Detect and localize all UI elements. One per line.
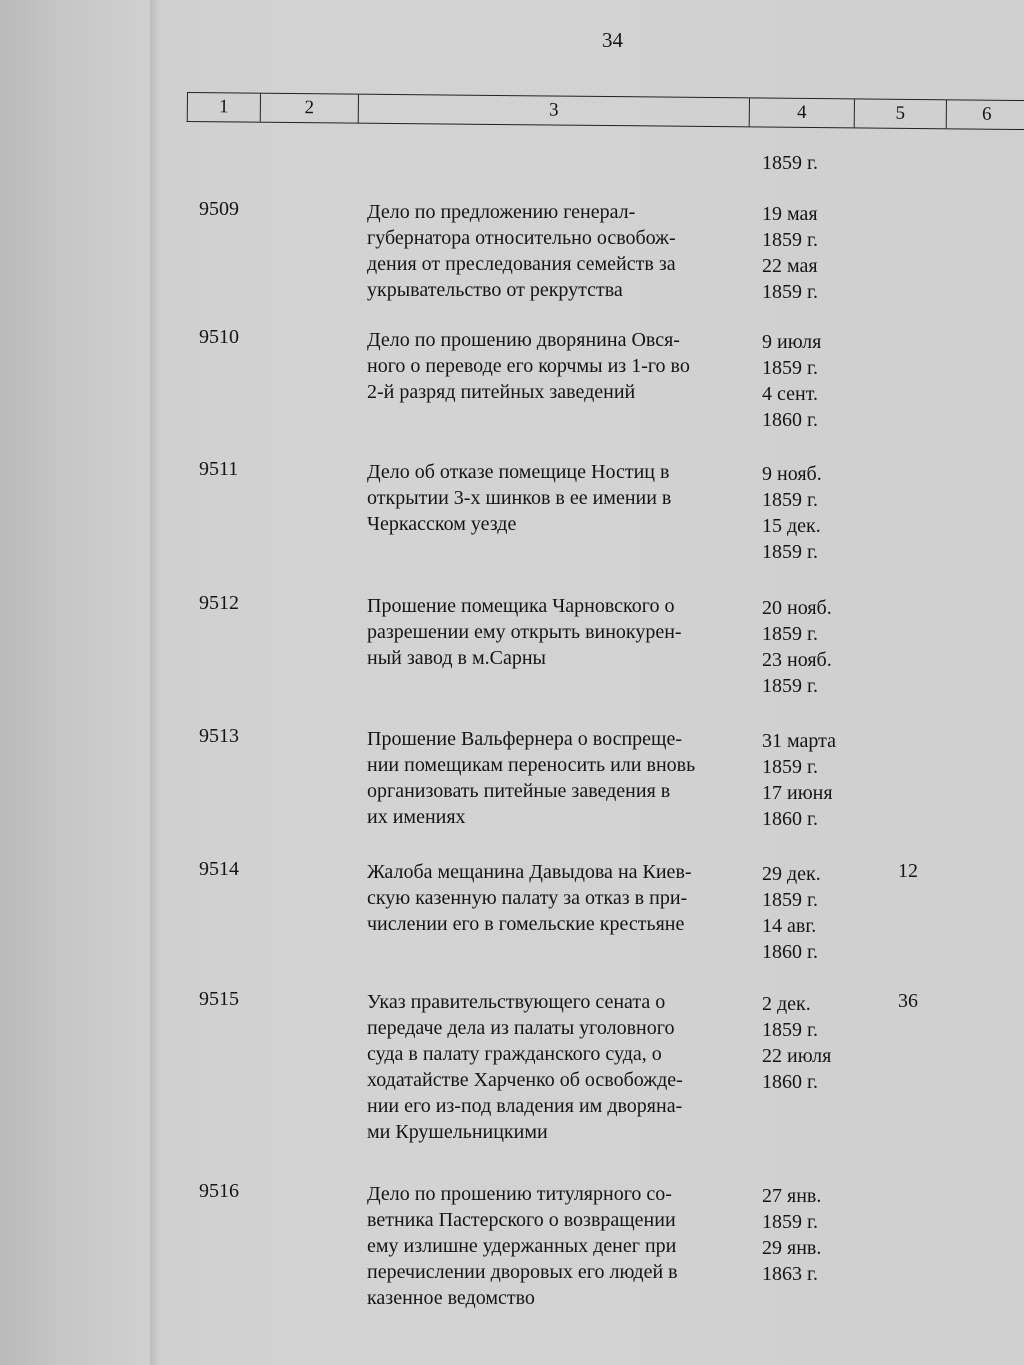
entry-dates — [762, 861, 862, 965]
date-line: 1860 г. — [762, 409, 818, 431]
date-line: 29 янв. — [762, 1237, 822, 1259]
date-line: 1859 г. — [762, 623, 818, 645]
date-line: 1859 г. — [762, 541, 818, 563]
date-line: 1859 г. — [762, 229, 818, 251]
entry-sheet-count: 36 — [898, 990, 918, 1012]
description-line: скую казенную палату за отказ в при- — [367, 887, 688, 909]
entry-description — [367, 199, 752, 303]
description-line: Прошение помещика Чарновского о — [367, 595, 675, 617]
table-header — [187, 92, 1024, 130]
date-line: 17 июня — [762, 782, 833, 804]
description-line: ный завод в м.Сарны — [367, 647, 546, 669]
description-line: дения от преследования семейств за — [367, 253, 676, 275]
description-line: перечислении дворовых его людей в — [367, 1261, 678, 1283]
date-line: 14 авг. — [762, 915, 817, 937]
date-line: 22 мая — [762, 255, 818, 277]
description-line: ветника Пастерского о возвращении — [367, 1209, 676, 1231]
entry-dates — [762, 201, 862, 305]
entry-number: 9513 — [199, 725, 239, 747]
description-line: нии его из-под владения им дворяна- — [367, 1095, 683, 1117]
entry-description — [367, 327, 752, 405]
description-line: Дело об отказе помещице Ностиц в — [367, 461, 670, 483]
header-col-6: 6 — [981, 103, 992, 125]
description-line: нии помещикам переносить или вновь — [367, 754, 696, 776]
date-line: 4 сент. — [762, 383, 818, 405]
date-line: 20 нояб. — [762, 597, 832, 619]
description-line: ходатайстве Харченко об освобожде- — [367, 1069, 683, 1091]
description-line: Дело по предложению генерал- — [367, 201, 636, 223]
entry-description — [367, 459, 752, 537]
header-col-5: 5 — [855, 99, 947, 128]
entry-description — [367, 859, 752, 937]
date-line: 9 июля — [762, 331, 822, 353]
entry-number: 9510 — [199, 326, 239, 348]
header-col-3: 3 — [359, 95, 750, 127]
entry-dates — [762, 461, 862, 565]
entry-dates — [762, 728, 862, 832]
description-line: организовать питейные заведения в — [367, 780, 671, 802]
header-col-2: 2 — [261, 94, 359, 123]
date-line: 1860 г. — [762, 808, 818, 830]
date-line: 1859 г. — [762, 489, 818, 511]
description-line: суда в палату гражданского суда, о — [367, 1043, 662, 1065]
date-line: 27 янв. — [762, 1185, 822, 1207]
page-gutter-shadow — [150, 0, 160, 1365]
description-line: Дело по прошению титулярного со- — [367, 1183, 672, 1205]
date-line: 2 дек. — [762, 993, 811, 1015]
entry-dates — [762, 329, 862, 433]
description-line: Указ правительствующего сената о — [367, 991, 666, 1013]
date-line: 29 дек. — [762, 863, 821, 885]
description-line: ему излишне удержанных денег при — [367, 1235, 677, 1257]
entry-description — [367, 593, 752, 671]
date-line: 1859 г. — [762, 281, 818, 303]
date-line: 1859 г. — [762, 889, 818, 911]
date-line: 23 нояб. — [762, 649, 832, 671]
description-line: 2-й разряд питейных заведений — [367, 381, 636, 403]
date-line: 19 мая — [762, 203, 818, 225]
description-line: Черкасском уезде — [367, 513, 517, 535]
description-line: укрывательство от рекрутства — [367, 279, 623, 301]
header-col-4: 4 — [750, 98, 855, 127]
entry-number: 9516 — [199, 1180, 239, 1202]
date-line: 1863 г. — [762, 1263, 818, 1285]
date-line: 1859 г. — [762, 1019, 818, 1041]
date-line: 1860 г. — [762, 941, 818, 963]
carryover-date: 1859 г. — [762, 152, 818, 174]
entry-description — [367, 726, 752, 830]
description-line: Дело по прошению дворянина Овся- — [367, 329, 680, 351]
date-line: 1859 г. — [762, 1211, 818, 1233]
description-line: числении его в гомельские крестьяне — [367, 913, 685, 935]
entry-description — [367, 1181, 752, 1311]
description-line: разрешении ему открыть винокурен- — [367, 621, 682, 643]
page-number: 34 — [602, 28, 623, 52]
entry-number: 9514 — [199, 858, 239, 880]
entry-description — [367, 989, 752, 1145]
description-line: Жалоба мещанина Давыдова на Киев- — [367, 861, 692, 883]
date-line: 9 нояб. — [762, 463, 822, 485]
date-line: 15 дек. — [762, 515, 821, 537]
description-line: их имениях — [367, 806, 466, 828]
date-line: 1859 г. — [762, 357, 818, 379]
entry-dates — [762, 1183, 862, 1287]
entry-sheet-count: 12 — [898, 860, 918, 882]
entry-number: 9515 — [199, 988, 239, 1010]
description-line: Прошение Вальфернера о воспреще- — [367, 728, 682, 750]
description-line: открытии 3-х шинков в ее имении в — [367, 487, 672, 509]
description-line: казенное ведомство — [367, 1287, 535, 1309]
entry-dates — [762, 595, 862, 699]
entry-number: 9511 — [199, 458, 239, 480]
date-line: 1859 г. — [762, 675, 818, 697]
description-line: передаче дела из палаты уголовного — [367, 1017, 675, 1039]
description-line: ми Крушельницкими — [367, 1121, 548, 1143]
date-line: 31 марта — [762, 730, 836, 752]
description-line: губернатора относительно освобож- — [367, 227, 676, 249]
date-line: 1860 г. — [762, 1071, 818, 1093]
date-line: 1859 г. — [762, 756, 818, 778]
header-col-1: 1 — [188, 93, 261, 122]
description-line: ного о переводе его корчмы из 1-го во — [367, 355, 690, 377]
entry-number: 9512 — [199, 592, 239, 614]
entry-dates — [762, 991, 862, 1095]
date-line: 22 июля — [762, 1045, 832, 1067]
entry-number: 9509 — [199, 198, 239, 220]
